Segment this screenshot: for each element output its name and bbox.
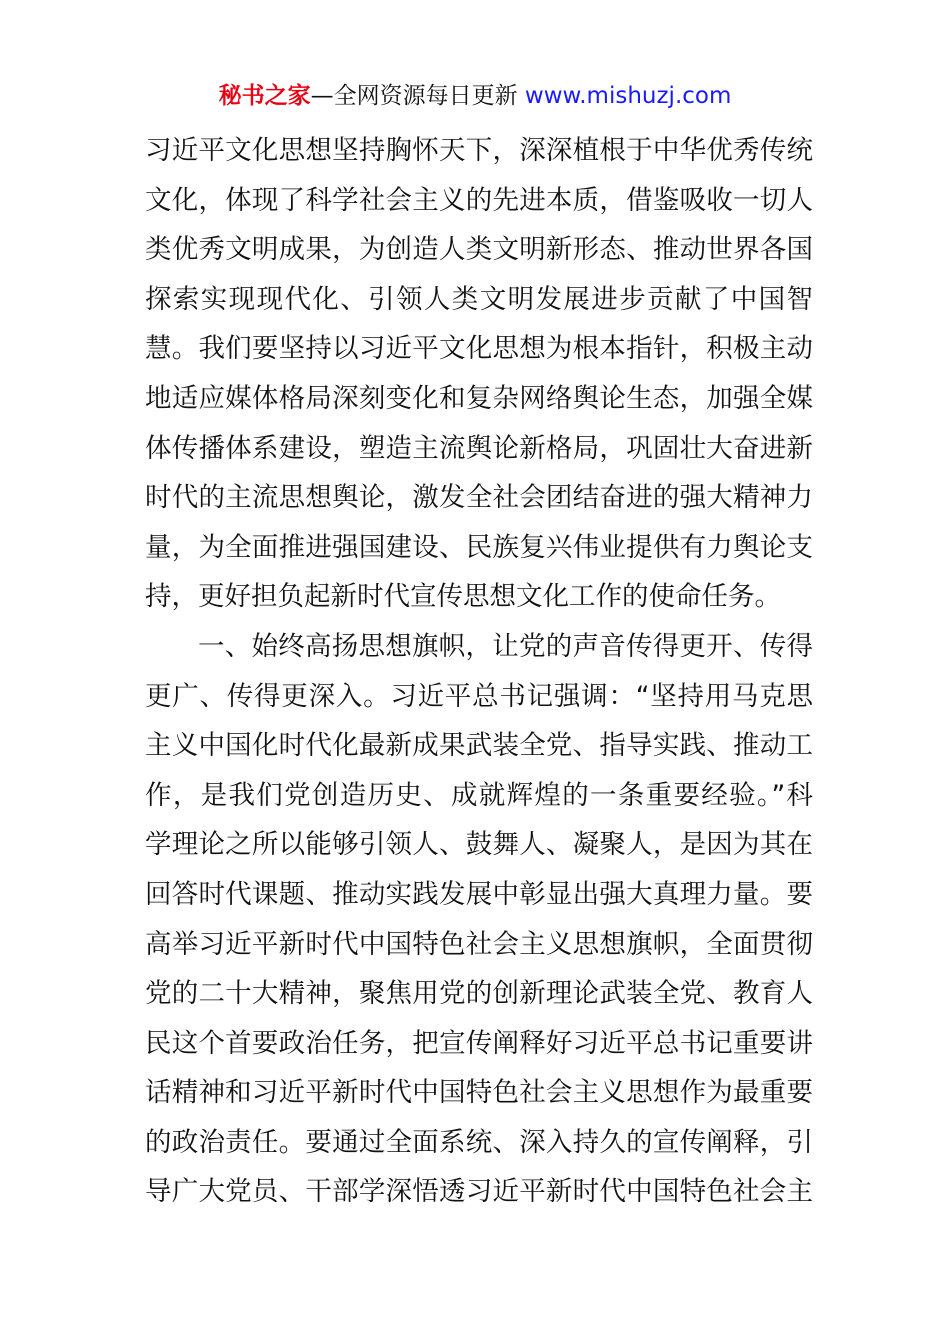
site-brand: 秘书之家 [218,83,311,109]
text-line: 话精神和习近平新时代中国特色社会主义思想作为最重要 [145,1077,813,1109]
section-heading-line: 一、始终高扬思想旗帜，让党的声音传得更开、传得 [198,630,813,662]
text-line: 的政治责任。要通过全面系统、深入持久的宣传阐释，引 [145,1126,813,1158]
text-line: 导广大党员、干部学深悟透习近平新时代中国特色社会主 [145,1176,813,1208]
text-line: 量，为全面推进强国建设、民族复兴伟业提供有力舆论支 [145,531,813,563]
text-line: 持，更好担负起新时代宣传思想文化工作的使命任务。 [145,581,781,613]
text-line: 学理论之所以能够引领人、鼓舞人、凝聚人，是因为其在 [145,829,813,861]
text-line: 地适应媒体格局深刻变化和复杂网络舆论生态，加强全媒 [145,382,813,414]
text-line: 作，是我们党创造历史、成就辉煌的一条重要经验。”科 [145,779,813,811]
site-url[interactable]: www.mishuzj.com [524,83,732,109]
text-line: 习近平文化思想坚持胸怀天下，深深植根于中华优秀传统 [145,135,813,166]
text-line: 时代的主流思想舆论，激发全社会团结奋进的强大精神力 [145,482,813,514]
text-line: 体传播体系建设，塑造主流舆论新格局，巩固壮大奋进新 [145,432,813,464]
text-line: 高举习近平新时代中国特色社会主义思想旗帜，全面贯彻 [145,928,813,960]
text-line: 党的二十大精神，聚焦用党的创新理论武装全党、教育人 [145,978,813,1010]
text-line: 探索实现现代化、引领人类文明发展进步贡献了中国智 [145,283,813,315]
site-tagline: —全网资源每日更新 [310,83,518,109]
text-line: 文化，体现了科学社会主义的先进本质，借鉴吸收一切人 [145,184,813,216]
text-line: 民这个首要政治任务，把宣传阐释好习近平总书记重要讲 [145,1027,813,1059]
text-line: 回答时代课题、推动实践发展中彰显出强大真理力量。要 [145,878,813,910]
text-line: 主义中国化时代化最新成果武装全党、指导实践、推动工 [145,730,813,762]
page-header [0,80,950,112]
text-line: 类优秀文明成果，为创造人类文明新形态、推动世界各国 [145,234,813,266]
text-line: 更广、传得更深入。习近平总书记强调：“坚持用马克思 [145,680,813,712]
document-body [145,126,813,1217]
text-line: 慧。我们要坚持以习近平文化思想为根本指针，积极主动 [145,333,813,365]
